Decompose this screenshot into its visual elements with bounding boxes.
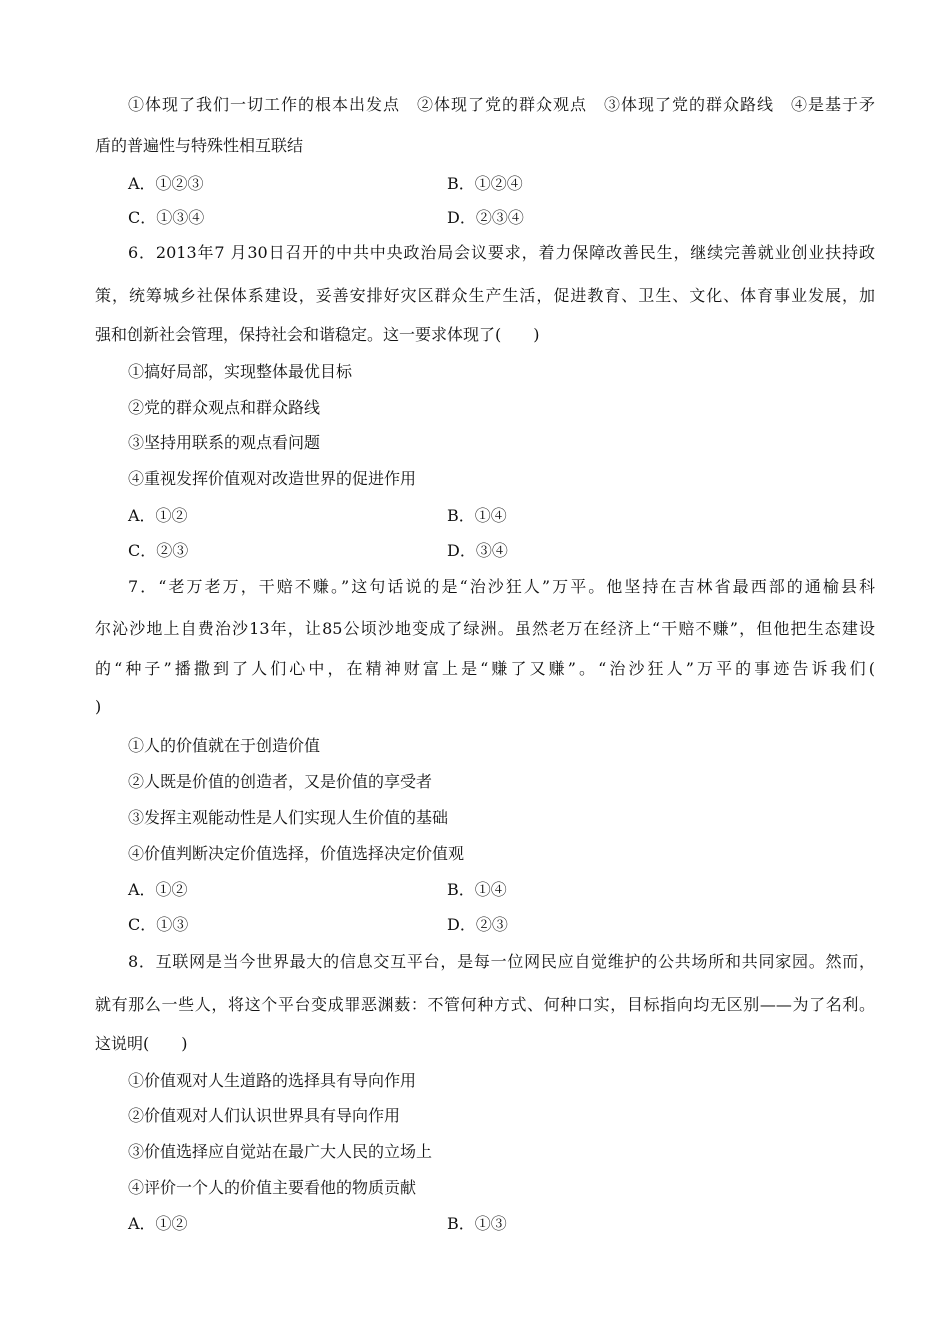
q6-stem-line2: 策，统筹城乡社保体系建设，妥善安排好灾区群众生产生活，促进教育、卫生、文化、体育事业发展，加 bbox=[95, 286, 875, 305]
q6-option-b: B．①④ bbox=[447, 506, 507, 525]
q6-option-c: C．②③ bbox=[128, 541, 189, 560]
q7-option-d: D．②③ bbox=[447, 915, 508, 934]
q6-statement-3: ③坚持用联系的观点看问题 bbox=[128, 433, 321, 452]
q5-option-a: A．①②③ bbox=[128, 174, 204, 193]
q6-statement-1: ①搞好局部，实现整体最优目标 bbox=[128, 362, 353, 381]
q7-option-a: A．①② bbox=[128, 880, 188, 899]
q7-statement-4: ④价值判断决定价值选择，价值选择决定价值观 bbox=[128, 844, 465, 863]
q7-option-c: C．①③ bbox=[128, 915, 189, 934]
q8-stem-line3: 这说明( ) bbox=[95, 1034, 188, 1053]
q6-option-a: A．①② bbox=[128, 506, 188, 525]
q8-statement-3: ③价值选择应自觉站在最广大人民的立场上 bbox=[128, 1142, 433, 1161]
q7-stem-line4: ) bbox=[95, 697, 102, 716]
q6-statement-2: ②党的群众观点和群众路线 bbox=[128, 398, 321, 417]
q8-statement-1: ①价值观对人生道路的选择具有导向作用 bbox=[128, 1071, 417, 1090]
q7-stem-line3: 的“种子”播撒到了人们心中，在精神财富上是“赚了又赚”。“治沙狂人”万平的事迹告诉我们( bbox=[95, 659, 875, 678]
q8-option-b: B．①③ bbox=[447, 1214, 507, 1233]
q8-stem-line2: 就有那么一些人，将这个平台变成罪恶渊薮：不管何种方式、何种口实，目标指向均无区别——为了名利。 bbox=[95, 995, 875, 1014]
q5-option-c: C．①③④ bbox=[128, 208, 205, 227]
q7-statement-1: ①人的价值就在于创造价值 bbox=[128, 736, 321, 755]
q8-stem-line1: 8．互联网是当今世界最大的信息交互平台，是每一位网民应自觉维护的公共场所和共同家园。然而， bbox=[128, 952, 875, 971]
q7-option-b: B．①④ bbox=[447, 880, 507, 899]
q8-statement-4: ④评价一个人的价值主要看他的物质贡献 bbox=[128, 1178, 417, 1197]
q6-statement-4: ④重视发挥价值观对改造世界的促进作用 bbox=[128, 469, 417, 488]
q7-statement-3: ③发挥主观能动性是人们实现人生价值的基础 bbox=[128, 808, 449, 827]
q6-stem-line3: 强和创新社会管理，保持社会和谐稳定。这一要求体现了( ) bbox=[95, 325, 540, 344]
q7-stem-line1: 7．“老万老万，干赔不赚。”这句话说的是“治沙狂人”万平。他坚持在吉林省最西部的通榆县科 bbox=[128, 577, 875, 596]
q8-statement-2: ②价值观对人们认识世界具有导向作用 bbox=[128, 1106, 401, 1125]
q7-stem-line2: 尔沁沙地上自费治沙13年，让85公顷沙地变成了绿洲。虽然老万在经济上“干赔不赚”，但他把生态建设 bbox=[95, 619, 875, 638]
q5-option-b: B．①②④ bbox=[447, 174, 523, 193]
q6-stem-line1: 6．2013年7 月30日召开的中共中央政治局会议要求，着力保障改善民生，继续完善就业创业扶持政 bbox=[128, 243, 875, 262]
q5-option-d: D．②③④ bbox=[447, 208, 524, 227]
q7-statement-2: ②人既是价值的创造者，又是价值的享受者 bbox=[128, 772, 433, 791]
q6-option-d: D．③④ bbox=[447, 541, 508, 560]
q8-option-a: A．①② bbox=[128, 1214, 188, 1233]
q5-statements-line1: ①体现了我们一切工作的根本出发点 ②体现了党的群众观点 ③体现了党的群众路线 ④是基于矛 bbox=[128, 95, 875, 114]
q5-statements-line2: 盾的普遍性与特殊性相互联结 bbox=[95, 136, 304, 155]
